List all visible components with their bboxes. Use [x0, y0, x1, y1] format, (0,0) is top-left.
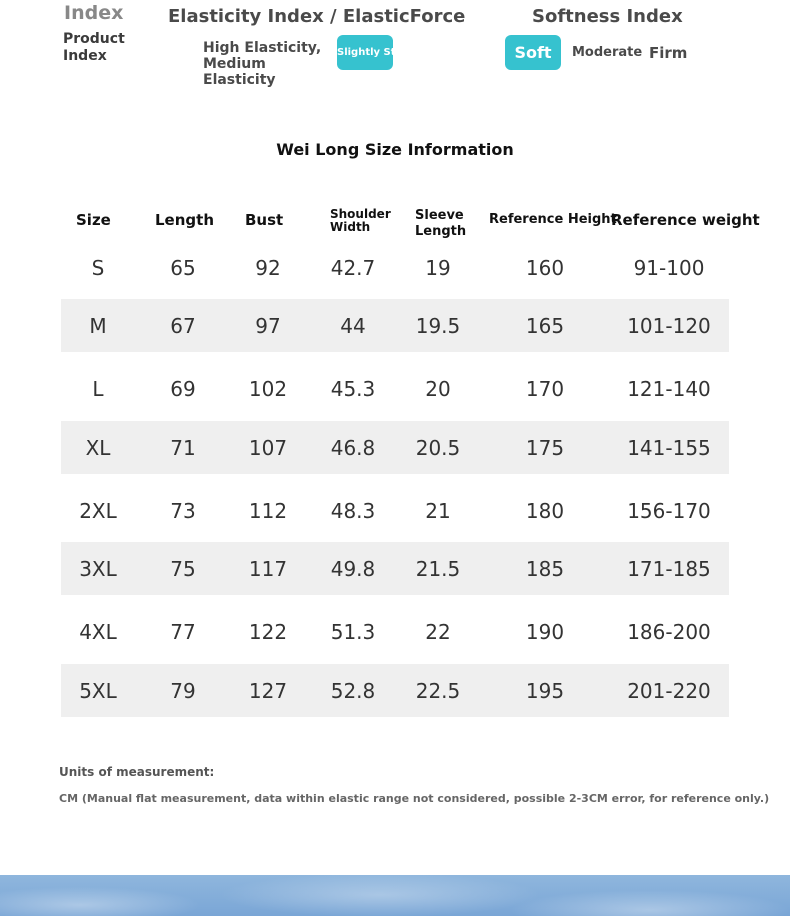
cell-reference-height: 175 — [525, 435, 565, 460]
cell-shoulder-width: 49.8 — [330, 556, 376, 581]
header-size: Size — [76, 211, 111, 229]
cell-reference-height: 185 — [525, 556, 565, 581]
table-row-l — [61, 362, 729, 415]
cell-reference-height: 165 — [525, 313, 565, 338]
elasticity-options-text: High Elasticity, Medium Elasticity — [203, 40, 322, 88]
cell-bust: 102 — [248, 376, 288, 401]
cell-reference-height: 170 — [525, 376, 565, 401]
cell-size: S — [91, 255, 105, 280]
cell-reference-weight: 101-120 — [627, 313, 711, 338]
cell-length: 77 — [170, 619, 196, 644]
elasticity-index-title: Elasticity Index / ElasticForce — [168, 6, 466, 27]
table-row-5xl — [61, 664, 729, 717]
elasticity-selected-badge: Slightly Str — [337, 35, 393, 70]
decorative-fabric-band — [0, 875, 790, 916]
header-sleeve-length: Sleeve Length — [415, 208, 467, 239]
index-heading: Index — [64, 2, 124, 24]
cell-length: 79 — [170, 678, 196, 703]
cell-length: 75 — [170, 556, 196, 581]
cell-sleeve-length: 21 — [425, 498, 451, 523]
cell-shoulder-width: 52.8 — [330, 678, 376, 703]
cell-length: 65 — [170, 255, 196, 280]
cell-bust: 117 — [248, 556, 288, 581]
size-table-title: Wei Long Size Information — [276, 140, 514, 159]
table-row-2xl — [61, 484, 729, 537]
cell-size: 4XL — [79, 619, 117, 644]
cell-reference-weight: 121-140 — [627, 376, 711, 401]
cell-sleeve-length: 20 — [425, 376, 451, 401]
header-shoulder-width: Shoulder Width — [330, 207, 391, 234]
cell-size: L — [92, 376, 104, 401]
cell-bust: 97 — [255, 313, 281, 338]
cell-reference-weight: 141-155 — [627, 435, 711, 460]
table-row-xl — [61, 421, 729, 474]
cell-size: M — [89, 313, 107, 338]
softness-selected-badge: Soft — [505, 35, 561, 70]
cell-sleeve-length: 19 — [425, 255, 451, 280]
cell-length: 73 — [170, 498, 196, 523]
units-note: CM (Manual flat measurement, data within elastic range not considered, possible 2-3CM error, for reference only.) — [59, 792, 770, 805]
softness-index-title: Softness Index — [532, 6, 683, 27]
cell-sleeve-length: 19.5 — [415, 313, 461, 338]
cell-reference-weight: 171-185 — [627, 556, 711, 581]
cell-shoulder-width: 42.7 — [330, 255, 376, 280]
header-reference-height: Reference Height — [489, 212, 617, 227]
cell-size: 5XL — [79, 678, 117, 703]
cell-reference-height: 190 — [525, 619, 565, 644]
cell-bust: 122 — [248, 619, 288, 644]
cell-reference-weight: 201-220 — [627, 678, 711, 703]
cell-sleeve-length: 20.5 — [415, 435, 461, 460]
cell-sleeve-length: 22.5 — [415, 678, 461, 703]
cell-shoulder-width: 44 — [340, 313, 366, 338]
cell-length: 69 — [170, 376, 196, 401]
cell-sleeve-length: 22 — [425, 619, 451, 644]
cell-sleeve-length: 21.5 — [415, 556, 461, 581]
cell-size: 2XL — [79, 498, 117, 523]
cell-bust: 92 — [255, 255, 281, 280]
units-label: Units of measurement: — [59, 765, 215, 779]
cell-length: 67 — [170, 313, 196, 338]
cell-size: XL — [85, 435, 111, 460]
table-row-m — [61, 299, 729, 352]
header-reference-weight: Reference weight — [611, 211, 760, 229]
cell-reference-weight: 156-170 — [627, 498, 711, 523]
product-index-label: Product Index — [63, 31, 125, 64]
cell-shoulder-width: 46.8 — [330, 435, 376, 460]
cell-reference-height: 195 — [525, 678, 565, 703]
table-row-4xl — [61, 605, 729, 658]
header-bust: Bust — [245, 211, 284, 229]
table-row-3xl — [61, 542, 729, 595]
cell-reference-weight: 186-200 — [627, 619, 711, 644]
cell-size: 3XL — [79, 556, 117, 581]
cell-bust: 127 — [248, 678, 288, 703]
cell-bust: 107 — [248, 435, 288, 460]
softness-option-firm: Firm — [649, 44, 688, 62]
cell-reference-height: 160 — [525, 255, 565, 280]
table-row-s — [61, 241, 729, 294]
cell-bust: 112 — [248, 498, 288, 523]
header-length: Length — [155, 211, 214, 229]
cell-reference-weight: 91-100 — [633, 255, 705, 280]
softness-option-moderate: Moderate — [572, 45, 643, 60]
cell-length: 71 — [170, 435, 196, 460]
cell-shoulder-width: 51.3 — [330, 619, 376, 644]
cell-reference-height: 180 — [525, 498, 565, 523]
cell-shoulder-width: 48.3 — [330, 498, 376, 523]
cell-shoulder-width: 45.3 — [330, 376, 376, 401]
